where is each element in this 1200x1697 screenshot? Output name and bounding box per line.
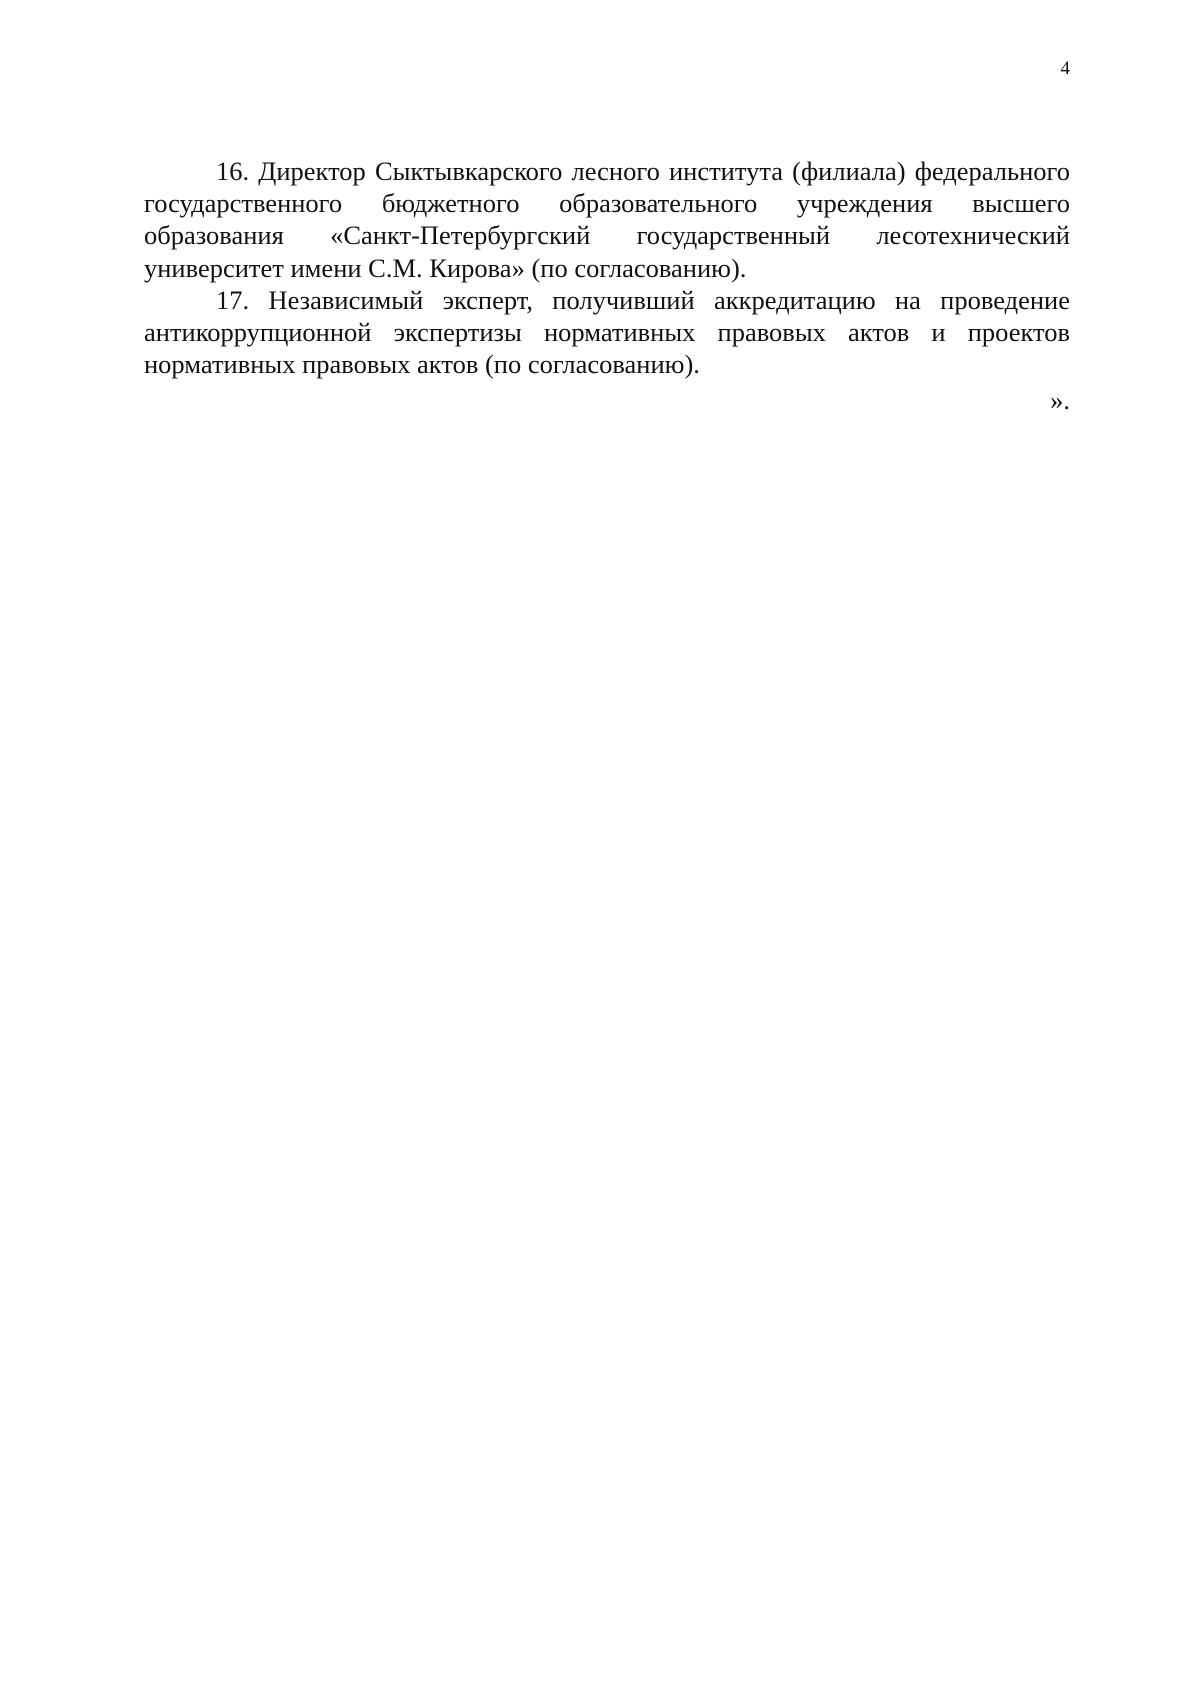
page-number: 4	[1060, 58, 1070, 79]
list-item-16: 16. Директор Сыктывкарского лесного института (филиала) федерального государственного бюджетного образовательного учреждения высшего образования «Санкт-Петербургский государственный лесотехнический университет имени С.М. Кирова» (по согласованию).	[144, 156, 1070, 283]
document-body	[144, 155, 1070, 417]
list-item-17: 17. Независимый эксперт, получивший аккредитацию на проведение антикоррупционной экспертизы нормативных правовых актов и проектов нормативных правовых актов (по согласованию).	[144, 284, 1070, 380]
closing-quote-mark: ».	[1050, 385, 1070, 416]
